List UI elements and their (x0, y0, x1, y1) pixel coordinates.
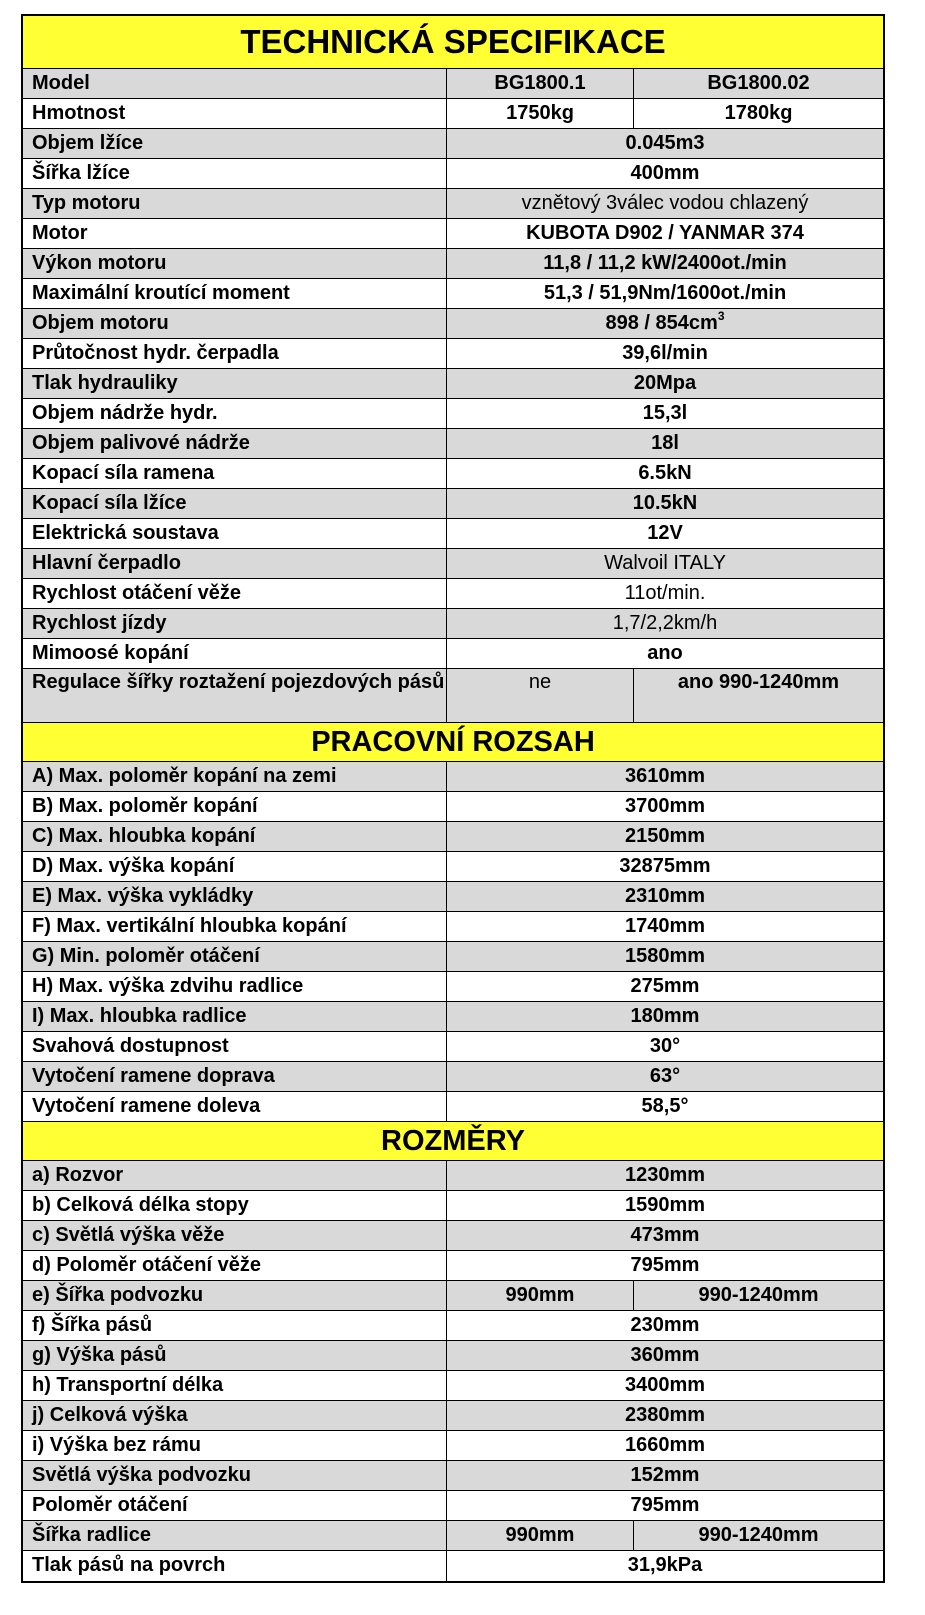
table-row (23, 852, 883, 882)
table-row (23, 1491, 883, 1521)
row-value: ano 990-1240mm (634, 669, 883, 722)
table-row (23, 399, 883, 429)
row-label: G) Min. poloměr otáčení (23, 942, 447, 971)
row-value: 795mm (447, 1251, 883, 1280)
table-row (23, 1221, 883, 1251)
row-label: Výkon motoru (23, 249, 447, 278)
row-label: Kopací síla lžíce (23, 489, 447, 518)
row-label: E) Max. výška vykládky (23, 882, 447, 911)
table-row (23, 1161, 883, 1191)
row-value: 63° (447, 1062, 883, 1091)
table-row (23, 639, 883, 669)
table-row (23, 1311, 883, 1341)
table-row (23, 912, 883, 942)
row-label: Průtočnost hydr. čerpadla (23, 339, 447, 368)
table-row (23, 882, 883, 912)
row-value: Walvoil ITALY (447, 549, 883, 578)
row-label: Světlá výška podvozku (23, 1461, 447, 1490)
table-row (23, 669, 883, 723)
row-label: i) Výška bez rámu (23, 1431, 447, 1460)
row-value: 473mm (447, 1221, 883, 1250)
row-value: 275mm (447, 972, 883, 1001)
table-row (23, 129, 883, 159)
row-value: 12V (447, 519, 883, 548)
row-value: vznětový 3válec vodou chlazený (447, 189, 883, 218)
row-label: h) Transportní délka (23, 1371, 447, 1400)
table-row (23, 159, 883, 189)
row-label: Kopací síla ramena (23, 459, 447, 488)
row-label: C) Max. hloubka kopání (23, 822, 447, 851)
row-label: Objem nádrže hydr. (23, 399, 447, 428)
row-label: Vytočení ramene doleva (23, 1092, 447, 1121)
table-row (23, 1002, 883, 1032)
row-value: 990mm (447, 1521, 634, 1550)
row-label: Objem lžíce (23, 129, 447, 158)
table-row (23, 279, 883, 309)
row-value: 152mm (447, 1461, 883, 1490)
row-value: 1590mm (447, 1191, 883, 1220)
table-row (23, 69, 883, 99)
spec-table (23, 69, 883, 723)
row-label: H) Max. výška zdvihu radlice (23, 972, 447, 1001)
table-row (23, 609, 883, 639)
row-value: 1750kg (447, 99, 634, 128)
table-row (23, 822, 883, 852)
table-row (23, 1401, 883, 1431)
row-value: 990mm (447, 1281, 634, 1310)
row-value: 1230mm (447, 1161, 883, 1190)
row-value: 32875mm (447, 852, 883, 881)
table-row (23, 1281, 883, 1311)
table-row (23, 1341, 883, 1371)
table-row (23, 489, 883, 519)
table-row (23, 1461, 883, 1491)
row-value: 2150mm (447, 822, 883, 851)
row-label: Regulace šířky roztažení pojezdových pásů (23, 669, 447, 722)
row-value: 10.5kN (447, 489, 883, 518)
row-value: 990-1240mm (634, 1281, 883, 1310)
table-row (23, 459, 883, 489)
table-row (23, 762, 883, 792)
row-label: Šířka lžíce (23, 159, 447, 188)
table-row (23, 519, 883, 549)
table-row (23, 549, 883, 579)
row-label: Rychlost jízdy (23, 609, 447, 638)
row-value: 6.5kN (447, 459, 883, 488)
row-value: 360mm (447, 1341, 883, 1370)
row-value: 795mm (447, 1491, 883, 1520)
table-row (23, 1062, 883, 1092)
table-row (23, 309, 883, 339)
row-label: j) Celková výška (23, 1401, 447, 1430)
row-label: Hlavní čerpadlo (23, 549, 447, 578)
row-label: Tlak hydrauliky (23, 369, 447, 398)
row-label: a) Rozvor (23, 1161, 447, 1190)
dimensions-table (23, 1161, 883, 1581)
row-label: Objem motoru (23, 309, 447, 338)
table-row (23, 972, 883, 1002)
row-value: 58,5° (447, 1092, 883, 1121)
row-value: BG1800.1 (447, 69, 634, 98)
row-value: 1780kg (634, 99, 883, 128)
table-row (23, 1092, 883, 1122)
row-label: Objem palivové nádrže (23, 429, 447, 458)
row-value: 11,8 / 11,2 kW/2400ot./min (447, 249, 883, 278)
row-value: 51,3 / 51,9Nm/1600ot./min (447, 279, 883, 308)
table-row (23, 189, 883, 219)
row-value: 15,3l (447, 399, 883, 428)
row-label: D) Max. výška kopání (23, 852, 447, 881)
row-value: 31,9kPa (447, 1551, 883, 1581)
row-label: Elektrická soustava (23, 519, 447, 548)
row-value: 990-1240mm (634, 1521, 883, 1550)
row-value: 30° (447, 1032, 883, 1061)
row-value: 1660mm (447, 1431, 883, 1460)
table-row (23, 792, 883, 822)
row-label: Hmotnost (23, 99, 447, 128)
row-label: Svahová dostupnost (23, 1032, 447, 1061)
row-label: g) Výška pásů (23, 1341, 447, 1370)
row-value: 3400mm (447, 1371, 883, 1400)
row-value: 400mm (447, 159, 883, 188)
table-row (23, 369, 883, 399)
row-label: Model (23, 69, 447, 98)
title-banner: TECHNICKÁ SPECIFIKACE (23, 16, 883, 69)
row-value: 230mm (447, 1311, 883, 1340)
table-row (23, 219, 883, 249)
dimensions-heading: ROZMĚRY (23, 1122, 883, 1161)
row-label: c) Světlá výška věže (23, 1221, 447, 1250)
table-row (23, 942, 883, 972)
row-value: 1,7/2,2km/h (447, 609, 883, 638)
table-row (23, 99, 883, 129)
row-value: 2380mm (447, 1401, 883, 1430)
row-value: BG1800.02 (634, 69, 883, 98)
table-row (23, 429, 883, 459)
row-value: 1740mm (447, 912, 883, 941)
row-value: 18l (447, 429, 883, 458)
row-value: 20Mpa (447, 369, 883, 398)
row-value: 0.045m3 (447, 129, 883, 158)
table-row (23, 1191, 883, 1221)
row-value: ne (447, 669, 634, 722)
row-value: 3610mm (447, 762, 883, 791)
row-label: b) Celková délka stopy (23, 1191, 447, 1220)
row-label: d) Poloměr otáčení věže (23, 1251, 447, 1280)
row-value: 180mm (447, 1002, 883, 1031)
table-row (23, 249, 883, 279)
row-label: A) Max. poloměr kopání na zemi (23, 762, 447, 791)
row-value: KUBOTA D902 / YANMAR 374 (447, 219, 883, 248)
row-label: Typ motoru (23, 189, 447, 218)
row-label: Šířka radlice (23, 1521, 447, 1550)
row-value: 2310mm (447, 882, 883, 911)
row-value: $898 / 854cm^3$ (447, 309, 883, 338)
row-label: Vytočení ramene doprava (23, 1062, 447, 1091)
spec-sheet (21, 14, 885, 1583)
row-label: F) Max. vertikální hloubka kopání (23, 912, 447, 941)
row-label: f) Šířka pásů (23, 1311, 447, 1340)
row-label: I) Max. hloubka radlice (23, 1002, 447, 1031)
row-value: 3700mm (447, 792, 883, 821)
row-label: Poloměr otáčení (23, 1491, 447, 1520)
table-row (23, 1431, 883, 1461)
table-row (23, 1521, 883, 1551)
row-value: 11ot/min. (447, 579, 883, 608)
row-label: B) Max. poloměr kopání (23, 792, 447, 821)
row-label: e) Šířka podvozku (23, 1281, 447, 1310)
table-row (23, 1371, 883, 1401)
work-range-table (23, 762, 883, 1122)
table-row (23, 1032, 883, 1062)
table-row (23, 339, 883, 369)
work-range-heading: PRACOVNÍ ROZSAH (23, 723, 883, 762)
row-value: ano (447, 639, 883, 668)
superscript: 3 (717, 309, 725, 323)
row-value: 39,6l/min (447, 339, 883, 368)
table-row (23, 1551, 883, 1581)
table-row (23, 1251, 883, 1281)
row-label: Maximální kroutící moment (23, 279, 447, 308)
row-value: 1580mm (447, 942, 883, 971)
row-label: Motor (23, 219, 447, 248)
row-label: Rychlost otáčení věže (23, 579, 447, 608)
row-label: Mimoosé kopání (23, 639, 447, 668)
table-row (23, 579, 883, 609)
row-label: Tlak pásů na povrch (23, 1551, 447, 1581)
